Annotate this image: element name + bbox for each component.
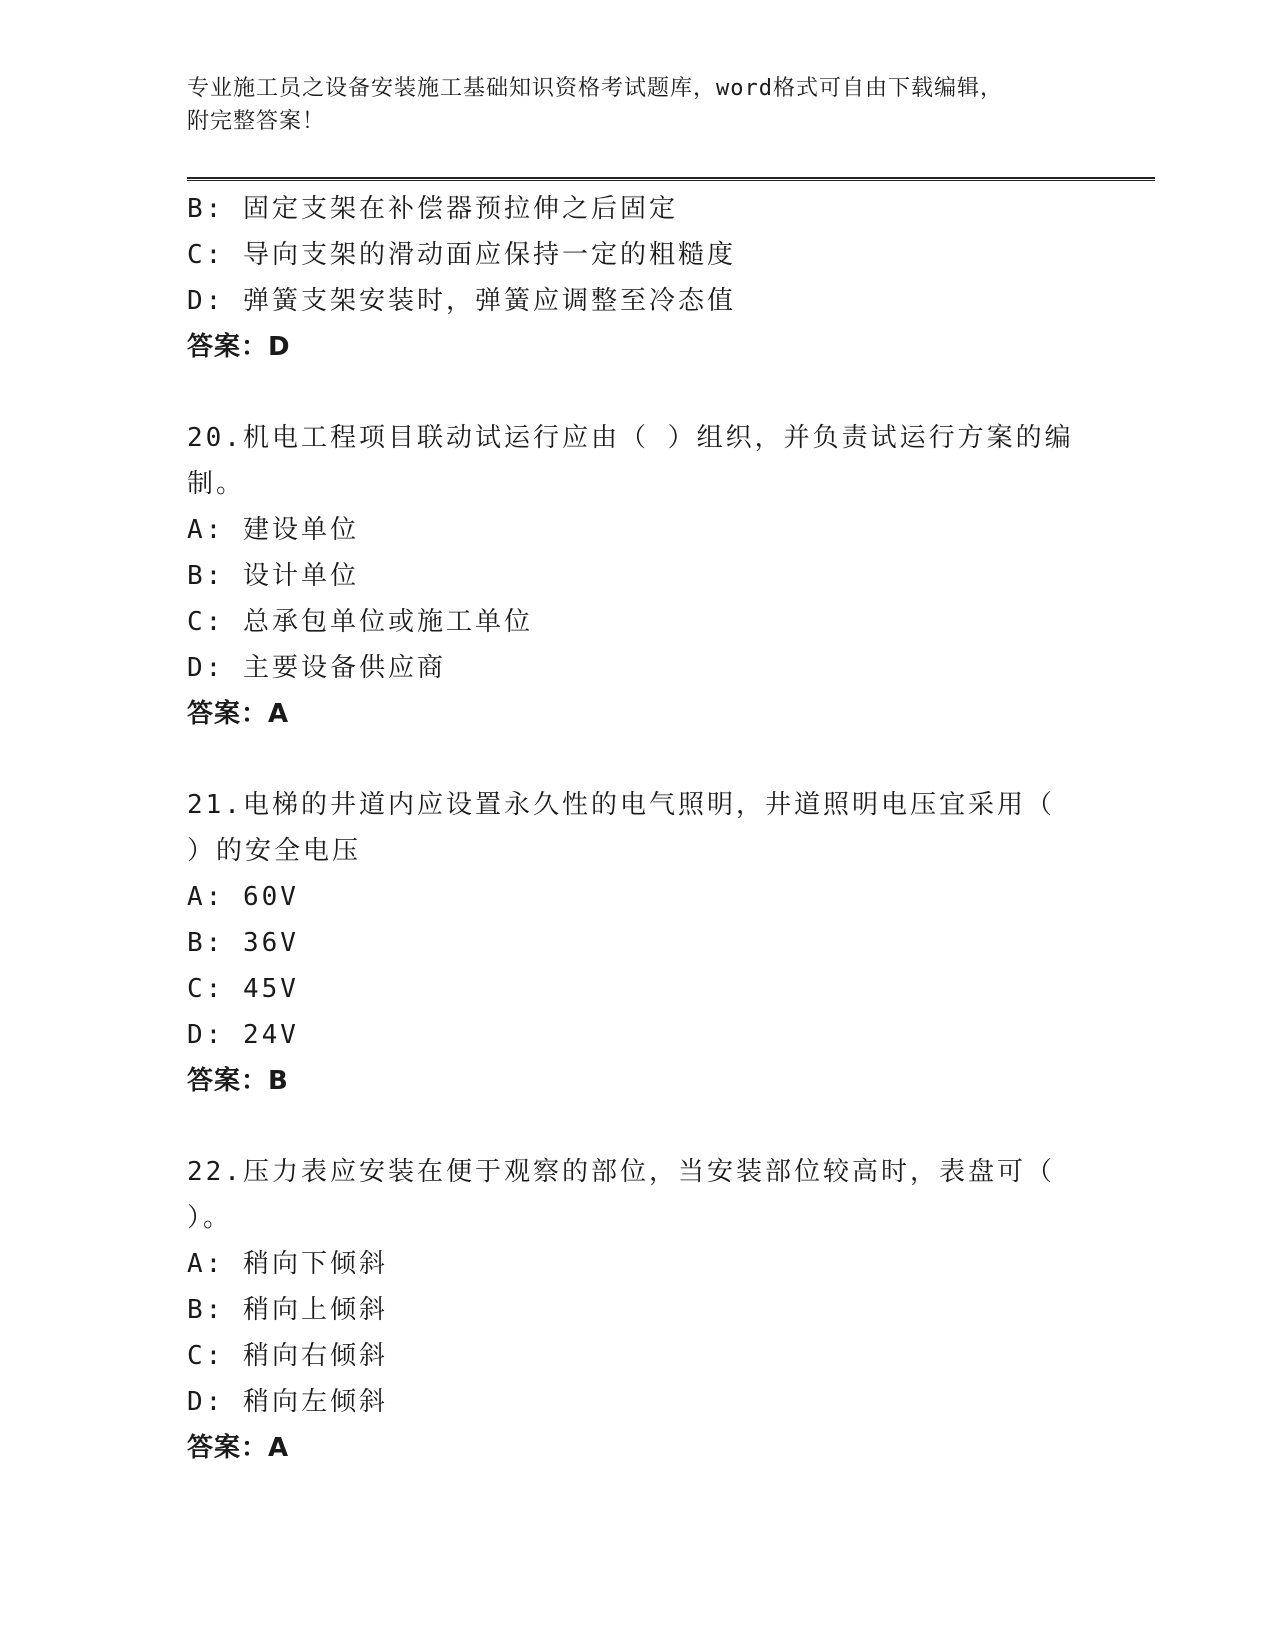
header-divider	[187, 177, 1155, 181]
question-20	[187, 415, 1087, 737]
question-19-tail	[187, 186, 1087, 370]
document-header	[187, 72, 1087, 138]
answer-label: 答案：D	[187, 332, 291, 362]
option-b: B: 稍向上倾斜	[187, 1295, 388, 1325]
answer-label: 答案：A	[187, 699, 290, 729]
option-c: C: 导向支架的滑动面应保持一定的粗糙度	[187, 240, 736, 270]
option-a: A: 60V	[187, 882, 299, 912]
question-text-line-1: 20.机电工程项目联动试运行应由（ ）组织，并负责试运行方案的编	[187, 423, 1074, 453]
question-text-line-2: 制。	[187, 469, 246, 499]
spacer	[187, 1104, 1087, 1149]
option-d: D: 弹簧支架安装时，弹簧应调整至冷态值	[187, 286, 736, 316]
option-b: B: 36V	[187, 928, 299, 958]
question-text-line-1: 21.电梯的井道内应设置永久性的电气照明，井道照明电压宜采用（	[187, 790, 1055, 820]
option-d: D: 24V	[187, 1020, 299, 1050]
spacer	[187, 370, 1087, 415]
option-b: B: 固定支架在补偿器预拉伸之后固定	[187, 194, 678, 224]
option-d: D: 主要设备供应商	[187, 653, 446, 683]
option-c: C: 45V	[187, 974, 299, 1004]
header-line-1: 专业施工员之设备安装施工基础知识资格考试题库，word格式可自由下载编辑，	[187, 76, 1003, 101]
answer-label: 答案：A	[187, 1433, 290, 1463]
spacer	[187, 737, 1087, 782]
question-21	[187, 782, 1087, 1104]
answer-label: 答案：B	[187, 1066, 289, 1096]
question-22	[187, 1149, 1087, 1471]
question-text-line-2: ）。	[187, 1203, 233, 1233]
header-line-2: 附完整答案！	[187, 109, 326, 134]
option-a: A: 建设单位	[187, 515, 359, 545]
question-text-line-1: 22.压力表应安装在便于观察的部位，当安装部位较高时，表盘可（	[187, 1157, 1055, 1187]
option-c: C: 总承包单位或施工单位	[187, 607, 533, 637]
question-text-line-2: ）的安全电压	[187, 836, 362, 866]
option-a: A: 稍向下倾斜	[187, 1249, 388, 1279]
option-b: B: 设计单位	[187, 561, 359, 591]
option-c: C: 稍向右倾斜	[187, 1341, 388, 1371]
question-list	[187, 186, 1087, 1471]
option-d: D: 稍向左倾斜	[187, 1387, 388, 1417]
